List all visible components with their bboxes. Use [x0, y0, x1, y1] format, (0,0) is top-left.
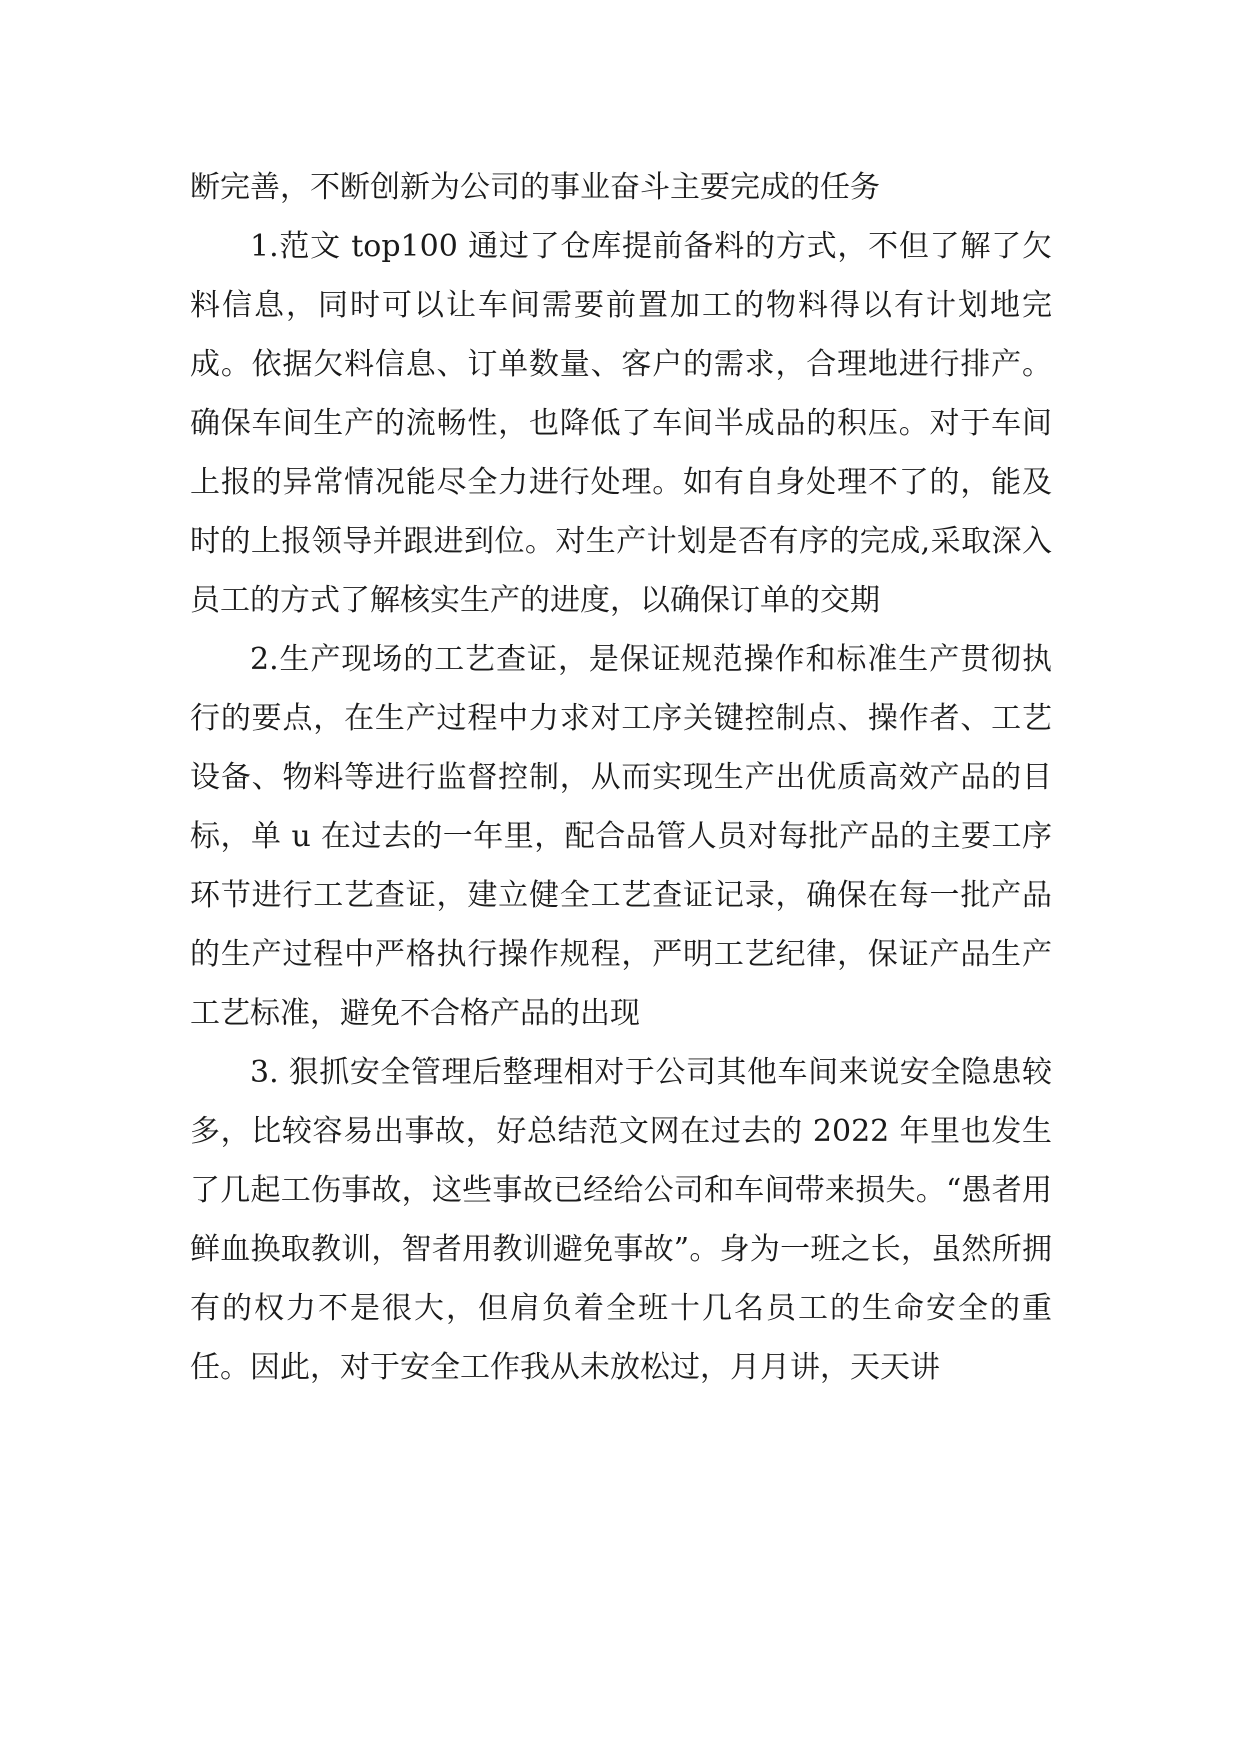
paragraph-item-2: 2.生产现场的工艺查证，是保证规范操作和标准生产贯彻执行的要点，在生产过程中力求对工序关键控制点、操作者、工艺设备、物料等进行监督控制，从而实现生产出优质高效产品的目标，单 u 在过去的一年里，配合品管人员对每批产品的主要工序环节进行工艺查证，建立健全工艺查证记录，确保在每一批产品的生产过程中严格执行操作规程，严明工艺纪律，保证产品生产工艺标准，避免不合格产品的出现 [190, 642, 1052, 1031]
body-text [190, 158, 1052, 1397]
paragraph-item-1: 1.范文 top100 通过了仓库提前备料的方式，不但了解了欠料信息，同时可以让车间需要前置加工的物料得以有计划地完成。依据欠料信息、订单数量、客户的需求，合理地进行排产。确保车间生产的流畅性，也降低了车间半成品的积压。对于车间上报的异常情况能尽全力进行处理。如有自身处理不了的，能及时的上报领导并跟进到位。对生产计划是否有序的完成,采取深入员工的方式了解核实生产的进度，以确保订单的交期 [190, 229, 1052, 618]
paragraph-item-3: 3. 狠抓安全管理后整理相对于公司其他车间来说安全隐患较多，比较容易出事故，好总结范文网在过去的 2022 年里也发生了几起工伤事故，这些事故已经给公司和车间带来损失。“愚者用鲜血换取教训，智者用教训避免事故”。身为一班之长，虽然所拥有的权力不是很大，但肩负着全班十几名员工的生命安全的重任。因此，对于安全工作我从未放松过，月月讲，天天讲 [190, 1055, 1052, 1385]
paragraph-continuation: 断完善，不断创新为公司的事业奋斗主要完成的任务 [190, 170, 880, 205]
